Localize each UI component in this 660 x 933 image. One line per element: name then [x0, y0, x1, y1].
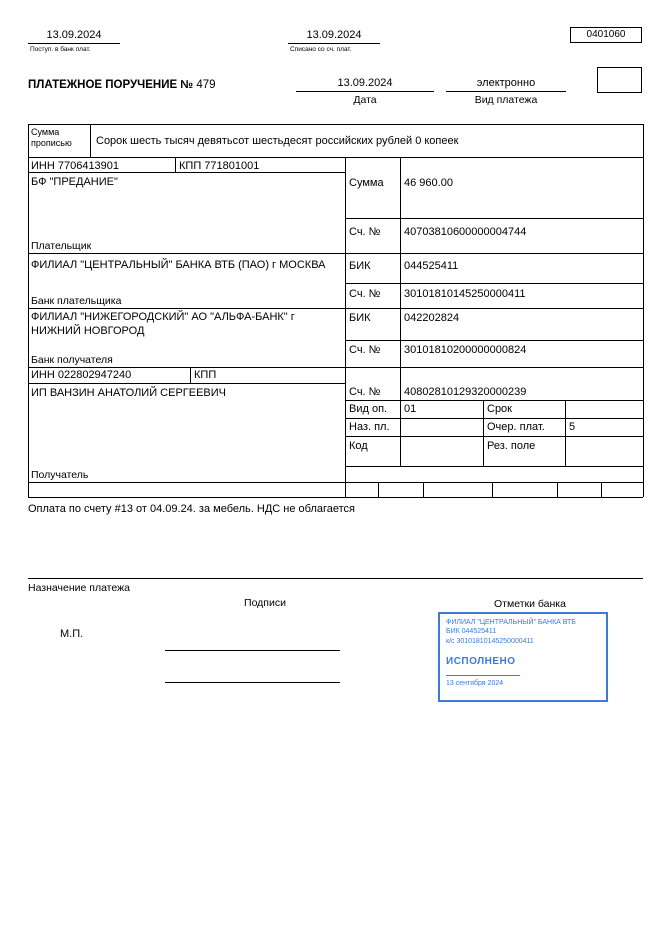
payee-kpp: КПП: [194, 369, 217, 381]
payer-bank-account-label: Сч. №: [349, 288, 381, 300]
amount-words-value: Сорок шесть тысяч девятьсот шестьдесят российских рублей 0 копеек: [96, 135, 459, 147]
stamp-status: ИСПОЛНЕНО: [446, 656, 516, 668]
document-title-label: ПЛАТЕЖНОЕ ПОРУЧЕНИЕ №: [28, 79, 194, 91]
debited-date-label: Списано со сч. плат.: [290, 46, 352, 53]
signatures-label: Подписи: [244, 597, 286, 609]
amount-value: 46 960.00: [404, 177, 453, 189]
divider: [175, 157, 176, 172]
status-code-box: [597, 67, 642, 93]
payer-bank-account: 30101810145250000411: [404, 288, 526, 300]
divider: [345, 466, 643, 467]
reserve-field-label: Рез. поле: [487, 440, 536, 452]
op-type-label: Вид оп.: [349, 403, 388, 415]
document-number: 479: [196, 79, 216, 91]
amount-words-label: Сумма прописью: [31, 127, 72, 149]
divider: [28, 497, 643, 498]
signature-line: [165, 682, 340, 683]
nazpl-label: Наз. пл.: [349, 421, 390, 433]
payee-bank-bik-label: БИК: [349, 312, 371, 324]
payee-inn: ИНН 022802947240: [31, 369, 132, 381]
bank-stamp: [438, 612, 608, 702]
stamp-bank-name: ФИЛИАЛ "ЦЕНТРАЛЬНЫЙ" БАНКА ВТБ: [446, 619, 576, 626]
priority-label: Очер. плат.: [487, 421, 545, 433]
payee-label: Получатель: [31, 469, 89, 481]
divider: [345, 218, 643, 219]
divider: [446, 675, 520, 676]
divider: [378, 482, 379, 497]
bank-marks-label: Отметки банка: [494, 598, 566, 610]
divider: [345, 436, 643, 437]
divider: [28, 124, 643, 125]
divider: [28, 367, 643, 368]
divider: [28, 578, 643, 579]
divider: [601, 482, 602, 497]
payer-inn: ИНН 7706413901: [31, 160, 120, 172]
received-date-label: Поступ. в банк плат.: [30, 46, 91, 53]
payer-bank-bik: 044525411: [404, 260, 459, 272]
payer-account-label: Сч. №: [349, 226, 381, 238]
payer-name: БФ "ПРЕДАНИЕ": [31, 176, 118, 188]
divider: [565, 400, 566, 466]
divider: [643, 124, 644, 497]
divider: [345, 283, 643, 284]
payee-bank-account: 30101810200000000824: [404, 344, 527, 356]
code-label: Код: [349, 440, 368, 452]
stamp-date: 13 сентября 2024: [446, 679, 504, 687]
divider: [423, 482, 424, 497]
op-type-value: 01: [404, 403, 417, 415]
payment-kind: электронно: [446, 77, 566, 92]
divider: [345, 418, 643, 419]
divider: [345, 340, 643, 341]
mp-label: М.П.: [60, 628, 84, 640]
payee-name: ИП ВАНЗИН АНАТОЛИЙ СЕРГЕЕВИЧ: [31, 387, 226, 399]
purpose-label: Назначение платежа: [28, 582, 130, 594]
divider: [190, 367, 191, 383]
divider: [345, 157, 346, 497]
purpose-text: Оплата по счету #13 от 04.09.24. за мебель. НДС не облагается: [28, 503, 355, 515]
payee-account: 40802810129320000239: [404, 386, 527, 398]
stamp-corr-account: к/с 30101810145250000411: [446, 637, 534, 645]
priority-value: 5: [569, 421, 576, 433]
divider: [90, 124, 91, 157]
payer-account: 40703810600000004744: [404, 226, 527, 238]
divider: [400, 157, 401, 466]
payee-bank-label: Банк получателя: [31, 354, 113, 366]
payer-bank-label: Банк плательщика: [31, 295, 122, 307]
divider: [28, 482, 643, 483]
payer-label: Плательщик: [31, 240, 92, 252]
document-date: 13.09.2024: [296, 77, 434, 92]
amount-label: Сумма: [349, 177, 384, 189]
payment-kind-label: Вид платежа: [474, 94, 538, 106]
divider: [28, 253, 643, 254]
form-code-box: 0401060: [570, 27, 642, 43]
divider: [483, 400, 484, 466]
stamp-bik: БИК 044525411: [446, 628, 497, 636]
received-date: 13.09.2024: [28, 29, 120, 44]
payee-bank-bik: 042202824: [404, 312, 460, 324]
document-title: [28, 79, 216, 92]
divider: [28, 383, 345, 384]
divider: [492, 482, 493, 497]
divider: [28, 308, 643, 309]
term-label: Срок: [487, 403, 512, 415]
payer-kpp: КПП 771801001: [179, 160, 260, 172]
payer-bank-bik-label: БИК: [349, 260, 371, 272]
payer-bank-name: ФИЛИАЛ "ЦЕНТРАЛЬНЫЙ" БАНКА ВТБ (ПАО) г МОСКВА: [31, 259, 326, 271]
payee-account-label: Сч. №: [349, 386, 381, 398]
divider: [345, 400, 643, 401]
payee-bank-name: ФИЛИАЛ "НИЖЕГОРОДСКИЙ" АО "АЛЬФА-БАНК" г НИЖНИЙ НОВГОРОД: [31, 311, 295, 337]
document-date-label: Дата: [353, 94, 377, 106]
payee-bank-account-label: Сч. №: [349, 344, 381, 356]
divider: [28, 157, 643, 158]
debited-date: 13.09.2024: [288, 29, 380, 44]
divider: [28, 124, 29, 497]
signature-line: [165, 650, 340, 651]
divider: [557, 482, 558, 497]
